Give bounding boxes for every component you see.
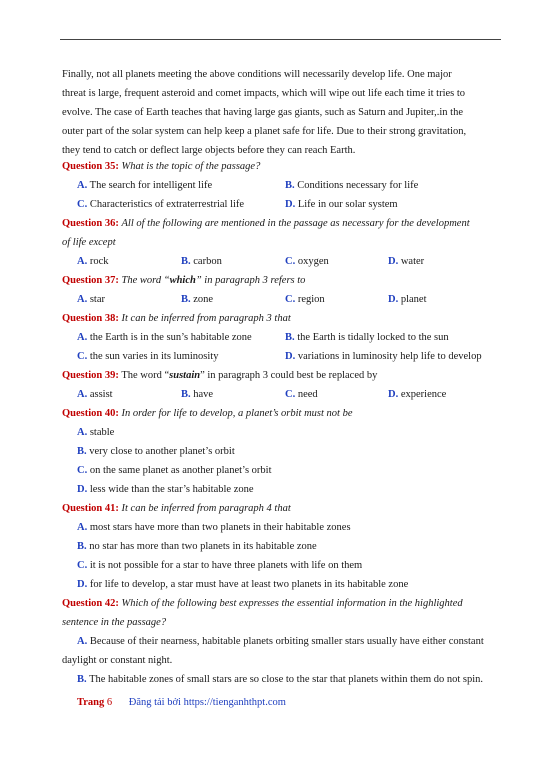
option-letter: C. (77, 199, 88, 210)
question-text: It can be inferred from paragraph 4 that (121, 503, 291, 514)
option-c[interactable] (77, 350, 218, 364)
question-text: All of the following are mentioned in the passage as necessary for the development (121, 218, 470, 229)
question-35 (62, 160, 260, 174)
option-a-continued: daylight or constant night. (62, 655, 173, 666)
question-37 (62, 274, 305, 288)
question-41 (62, 502, 291, 516)
question-label: Question 41: (62, 503, 119, 514)
question-42 (62, 597, 463, 611)
option-text: less wide than the star’s habitable zone (89, 484, 254, 495)
option-letter: A. (77, 294, 88, 305)
option-text: most stars have more than two planets in their habitable zones (89, 522, 351, 533)
option-b[interactable] (285, 331, 449, 345)
option-letter: A. (77, 636, 88, 647)
question-label: Question 35: (62, 161, 119, 172)
question-38 (62, 312, 291, 326)
question-keyword: sustain (169, 370, 201, 381)
option-text: assist (89, 389, 113, 400)
option-text: The habitable zones of small stars are so close to the star that planets within them do not spin. (89, 674, 484, 685)
option-a[interactable] (77, 293, 105, 307)
option-text: for life to develop, a star must have at least two planets in its habitable zone (89, 579, 409, 590)
option-a[interactable] (77, 255, 109, 269)
option-c[interactable] (285, 388, 318, 402)
option-text: carbon (193, 256, 222, 267)
option-c[interactable] (285, 293, 325, 307)
question-text-continued: sentence in the passage? (62, 617, 167, 628)
option-d[interactable] (285, 198, 398, 212)
passage-line: outer part of the solar system can help keep a planet safe for life. Due to their strong gravitation, (62, 126, 467, 137)
question-text (121, 370, 377, 381)
option-text: on the same planet as another planet’s orbit (89, 465, 272, 476)
option-d[interactable] (77, 578, 408, 592)
question-text: It can be inferred from paragraph 3 that (121, 313, 291, 324)
option-text: stable (89, 427, 115, 438)
option-letter: B. (77, 446, 87, 457)
option-text: the Earth is tidally locked to the sun (297, 332, 449, 343)
option-letter: C. (77, 560, 88, 571)
question-text: Which of the following best expresses the essential information in the highlighted (121, 598, 463, 609)
question-label: Question 40: (62, 408, 119, 419)
option-letter: D. (388, 256, 399, 267)
option-text: Because of their nearness, habitable planets orbiting smaller stars usually have either constant (89, 636, 484, 647)
option-text: no star has more than two planets in its habitable zone (89, 541, 317, 552)
passage-line: evolve. The case of Earth teaches that having large gas giants, such as Saturn and Jupiter,.in the (62, 107, 463, 118)
option-a[interactable] (77, 388, 113, 402)
option-text: it is not possible for a star to have three planets with life on them (89, 560, 363, 571)
option-text: very close to another planet’s orbit (89, 446, 235, 457)
page-footer (77, 697, 286, 708)
option-b[interactable] (77, 445, 235, 459)
option-letter: D. (388, 389, 399, 400)
option-text: Life in our solar system (297, 199, 398, 210)
option-text: star (89, 294, 106, 305)
option-letter: D. (77, 484, 88, 495)
option-letter: B. (77, 674, 87, 685)
option-c[interactable] (77, 198, 244, 212)
option-letter: D. (285, 351, 296, 362)
option-text: Characteristics of extraterrestrial life (89, 199, 245, 210)
option-b[interactable] (181, 255, 222, 269)
option-text: Conditions necessary for life (297, 180, 419, 191)
option-letter: C. (285, 256, 296, 267)
option-d[interactable] (388, 388, 446, 402)
question-text: What is the topic of the passage? (121, 161, 261, 172)
option-text: The search for intelligent life (89, 180, 213, 191)
option-a[interactable] (77, 331, 252, 345)
option-text: rock (89, 256, 109, 267)
option-d[interactable] (388, 255, 424, 269)
header-rule (60, 39, 501, 40)
option-d[interactable] (285, 350, 482, 364)
option-b[interactable] (181, 293, 213, 307)
option-letter: B. (181, 389, 191, 400)
option-letter: A. (77, 180, 88, 191)
option-c[interactable] (77, 559, 362, 573)
option-text: region (297, 294, 325, 305)
option-a[interactable] (77, 521, 351, 535)
option-text: planet (400, 294, 427, 305)
question-label: Question 39: (62, 370, 119, 381)
option-letter: B. (181, 294, 191, 305)
option-text: have (193, 389, 214, 400)
option-letter: C. (285, 389, 296, 400)
option-letter: D. (388, 294, 399, 305)
question-text: In order for life to develop, a planet’s orbit must not be (121, 408, 353, 419)
option-d[interactable] (388, 293, 427, 307)
question-text-part: The word “ (121, 370, 170, 381)
footer-source-link[interactable]: Đăng tải bởi https://tienganhthpt.com (128, 697, 286, 708)
question-text (122, 275, 306, 286)
question-36 (62, 217, 470, 231)
option-letter: B. (285, 332, 295, 343)
question-39 (62, 369, 377, 383)
option-text: water (400, 256, 425, 267)
option-a[interactable] (77, 426, 114, 440)
passage-line: they tend to catch or deflect large objects before they can reach Earth. (62, 145, 356, 156)
option-letter: A. (77, 522, 88, 533)
passage-paragraph (62, 65, 492, 160)
option-letter: D. (285, 199, 296, 210)
question-keyword: which (169, 275, 196, 286)
option-letter: C. (77, 465, 88, 476)
option-text: variations in luminosity help life to develop (297, 351, 482, 362)
option-letter: B. (77, 541, 87, 552)
option-text: oxygen (297, 256, 329, 267)
footer-page-label: Trang (77, 697, 105, 708)
question-label: Question 36: (62, 218, 119, 229)
question-text-part: The word “ (121, 275, 170, 286)
footer-page-number: 6 (106, 697, 113, 708)
question-label: Question 37: (62, 275, 119, 286)
option-a[interactable] (77, 635, 484, 649)
option-b[interactable] (77, 673, 483, 687)
option-text: need (297, 389, 318, 400)
option-d[interactable] (77, 483, 254, 497)
option-text: the Earth is in the sun’s habitable zone (89, 332, 252, 343)
option-letter: D. (77, 579, 88, 590)
option-letter: A. (77, 389, 88, 400)
question-text-part: ” in paragraph 3 refers to (195, 275, 306, 286)
question-text-continued: of life except (62, 237, 116, 248)
option-text: experience (400, 389, 447, 400)
option-a[interactable] (77, 179, 212, 193)
passage-line: threat is large, frequent asteroid and comet impacts, which will wipe out life each time it tries to (62, 88, 466, 99)
option-c[interactable] (285, 255, 329, 269)
question-40 (62, 407, 353, 421)
question-text-part: ” in paragraph 3 could best be replaced by (200, 370, 378, 381)
option-letter: B. (285, 180, 295, 191)
question-label: Question 42: (62, 598, 119, 609)
option-letter: B. (181, 256, 191, 267)
option-b[interactable] (181, 388, 213, 402)
passage-line: Finally, not all planets meeting the above conditions will necessarily develop life. One major (62, 69, 452, 80)
option-letter: C. (285, 294, 296, 305)
option-letter: A. (77, 256, 88, 267)
question-label: Question 38: (62, 313, 119, 324)
option-b[interactable] (77, 540, 317, 554)
option-letter: A. (77, 427, 88, 438)
option-text: the sun varies in its luminosity (89, 351, 219, 362)
option-b[interactable] (285, 179, 418, 193)
option-c[interactable] (77, 464, 272, 478)
option-letter: C. (77, 351, 88, 362)
option-text: zone (193, 294, 214, 305)
option-letter: A. (77, 332, 88, 343)
